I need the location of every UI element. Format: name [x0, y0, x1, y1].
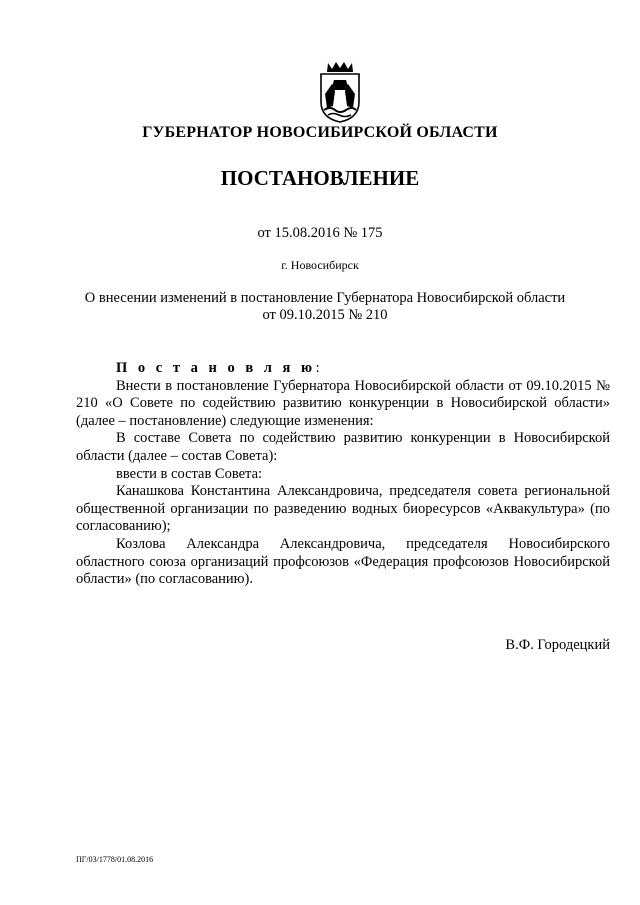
signature-name: В.Ф. Городецкий: [505, 637, 610, 653]
body-paragraph: Канашкова Константина Александровича, председателя совета региональной общественной организации по разведению водных биоресурсов «Аквакультура» (по согласованию);: [76, 483, 610, 535]
body-paragraph: Козлова Александра Александровича, председателя Новосибирского областного союза организаций профсоюзов «Федерация профсоюзов Новосибирской области» (по согласованию).: [76, 535, 610, 588]
body-paragraph: ввести в состав Совета:: [116, 465, 263, 482]
subject-line-2: от 09.10.2015 № 210: [262, 307, 388, 323]
document-date-number: от 15.08.2016 № 175: [257, 225, 383, 241]
authority-title: ГУБЕРНАТОР НОВОСИБИРСКОЙ ОБЛАСТИ: [142, 124, 498, 141]
footer-document-code: ПГ/03/1778/01.08.2016: [76, 855, 154, 864]
resolve-word: П о с т а н о в л я ю: [116, 360, 316, 376]
document-body: [76, 360, 610, 589]
body-paragraph: Внести в постановление Губернатора Новосибирской области от 09.10.2015 № 210 «О Совете по содействию развитию конкуренции в Новосибирской области» (далее – постановление) следующие изменения:: [76, 377, 610, 429]
resolve-colon: :: [315, 360, 320, 376]
coat-of-arms-icon: [315, 60, 365, 124]
document-subject: [60, 290, 590, 324]
resolve-paragraph: [76, 360, 610, 378]
subject-line-1: О внесении изменений в постановление Губернатора Новосибирской области: [84, 290, 566, 306]
document-type-title: ПОСТАНОВЛЕНИЕ: [220, 166, 420, 190]
body-paragraph: В составе Совета по содействию развитию конкуренции в Новосибирской области (далее – состав Совета):: [76, 430, 610, 464]
document-city: г. Новосибирск: [281, 258, 359, 272]
